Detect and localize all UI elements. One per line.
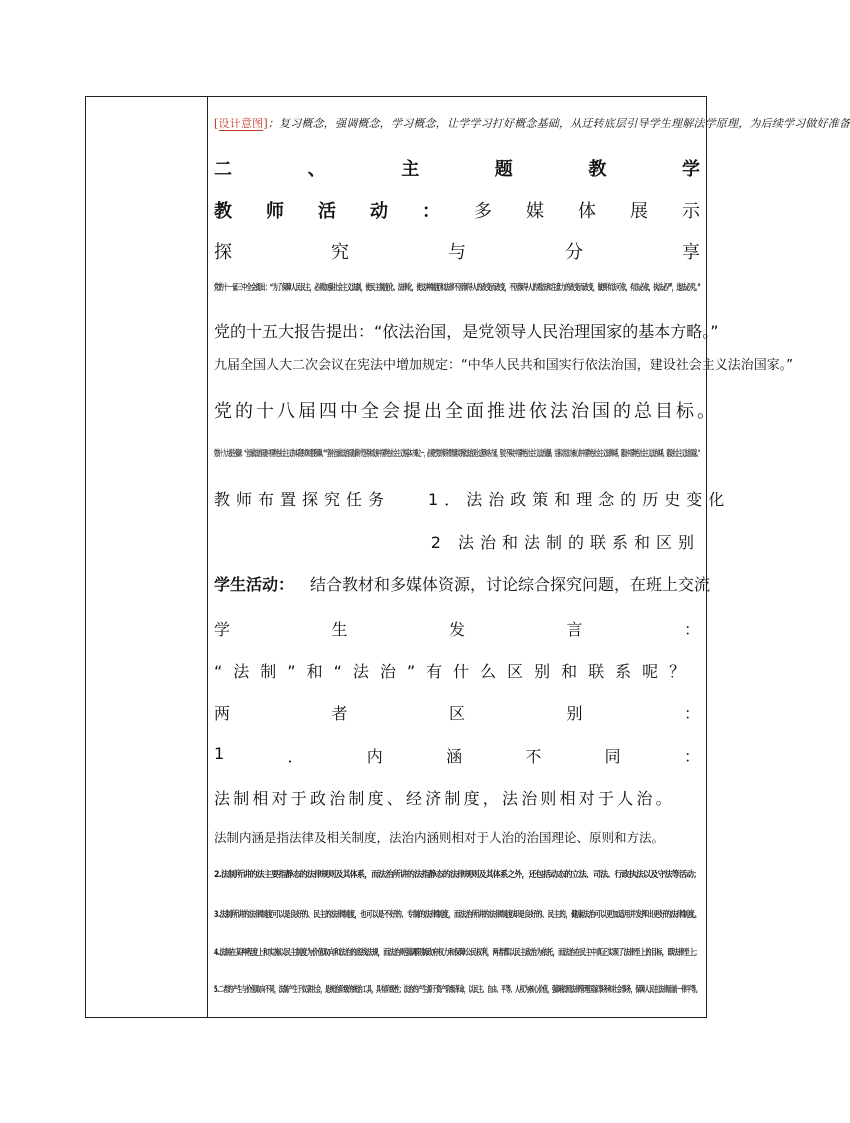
line-char: 究 — [331, 242, 349, 263]
line-char: 教 — [214, 201, 232, 222]
line-char: 言 — [566, 620, 583, 639]
line-char: 发 — [448, 620, 465, 639]
section-heading — [214, 155, 700, 181]
line-char: 同 — [604, 747, 621, 766]
line-char: 媒 — [526, 201, 544, 222]
question-line: “法制”和“法治”有什么区别和联系呢？ — [214, 662, 697, 681]
quote-nineteenth-congress: 党的十九大报告强调：“全面依法治国是中国特色社会主义的本质要求和重要保障。”“坚持全面依法治国是新时代坚持和发展中国特色社会主义的基本方略之一，必须把党的领导贯彻落实到依法治国全过程和各方面，坚定不移走中国特色社会主义法治道路，完善以宪法为核心的中国特色社会主义法律体系，建设中国特色社会主义法治体系，建设社会主义法治国家。” — [214, 449, 700, 459]
task-line — [214, 487, 731, 510]
point-4: 4.法制在某种程度上和实施以民主制度为价值取向和法治的底线法规，而法治则强调限制政府权力和保障公民权利，两者都以民主政治为依托，而法治在民主中真正实现了法律至上的目标，即法律至上； — [214, 948, 701, 958]
line-char: 学 — [214, 620, 231, 639]
design-intent-tag: 设计意图 — [218, 117, 264, 130]
design-intent-text: ：复习概念，强调概念，学习概念，让学学习打好概念基础，从迂转底层引导学生理解法学原理，为后续学习做好准备 — [267, 117, 850, 130]
line-char: 者 — [331, 704, 348, 723]
heading-char: 学 — [681, 159, 700, 180]
line-char: 区 — [448, 704, 465, 723]
column-divider — [207, 97, 208, 1017]
point-1-detail: 法制内涵是指法律及相关制度，法治内涵则相对于人治的治国理论、原则和方法。 — [214, 830, 665, 845]
design-intent — [214, 115, 850, 131]
point-1-text: 法制相对于政治制度、经济制度，法治则相对于人治。 — [214, 789, 675, 808]
line-char: 体 — [578, 201, 596, 222]
line-char: 生 — [331, 620, 348, 639]
line-char: 多 — [474, 201, 492, 222]
task-2: 2 法治和法制的联系和区别 — [430, 533, 700, 552]
heading-char: 题 — [494, 159, 513, 180]
explore-share-line — [214, 238, 700, 264]
heading-char: 教 — [588, 159, 607, 180]
bracket-open: [ — [214, 117, 219, 130]
quote-eighteenth-plenum: 党的十八届四中全会提出全面推进依法治国的总目标。 — [214, 401, 718, 422]
line-char: ． — [287, 747, 304, 766]
heading-char: 、 — [307, 159, 326, 180]
task-prefix: 教师布置探究任务 — [214, 490, 391, 509]
line-char: 涵 — [446, 747, 463, 766]
line-char: 展 — [630, 201, 648, 222]
point-2: 2.法制所讲的法主要指静态的法律规则及其体系，而法治所讲的法指静态的法律规则及其体系之外，还包括动态的立法、司法、行政执法以及守法等活动； — [214, 870, 701, 880]
student-speech-line — [214, 617, 700, 640]
line-char: 动 — [370, 201, 388, 222]
line-char: ： — [683, 747, 700, 766]
line-char: 与 — [448, 242, 466, 263]
heading-char: 主 — [401, 159, 420, 180]
point-3: 3.法制所讲的法律制度可以是良好的、民主的法律制度，也可以是不好的、专制的法律制度，而法治所讲的法律制度却是良好的、民主的，健康法治可以更加适用并发挥出更好的法律制度。 — [214, 910, 700, 920]
teacher-activity-line — [214, 197, 700, 223]
line-char: 别 — [566, 704, 583, 723]
line-char: ： — [683, 620, 700, 639]
quote-eleventh-plenum: 党的十一届三中全会提出：“为了保障人民民主，必须加强社会主义法制，使民主制度化、法律化，使这种制度和法律不因领导人的改变而改变，不因领导人的看法和注意力的改变而改变，做到有法可依，有法必依，执法必严，违法必究。” — [214, 283, 701, 293]
student-activity-text: 结合教材和多媒体资源，讨论综合探究问题，在班上交流 — [310, 575, 711, 594]
line-char: 不 — [525, 747, 542, 766]
lesson-content-cell — [214, 97, 850, 1017]
point-1-heading — [214, 744, 700, 767]
line-char: 内 — [366, 747, 383, 766]
quote-fifteenth-congress: 党的十五大报告提出：“依法治国，是党领导人民治理国家的基本方略。” — [214, 322, 719, 341]
student-activity-line — [214, 572, 711, 595]
difference-line — [214, 701, 700, 724]
line-char: ： — [683, 704, 700, 723]
heading-char: 二 — [214, 159, 232, 180]
line-char: ： — [422, 201, 440, 222]
line-char: 享 — [682, 242, 700, 263]
line-char: 探 — [214, 242, 232, 263]
line-char: 师 — [266, 201, 284, 222]
line-char: 1 — [214, 744, 225, 763]
task-1: 1．法治政策和理念的历史变化 — [428, 490, 731, 509]
line-char: 活 — [318, 201, 336, 222]
line-char: 示 — [682, 201, 700, 222]
lesson-table — [85, 96, 850, 1018]
student-activity-label: 学生活动： — [214, 575, 295, 594]
quote-ninth-npc: 九届全国人大二次会议在宪法中增加规定：“中华人民共和国实行依法治国，建设社会主义法治国家。” — [214, 358, 793, 373]
line-char: 两 — [214, 704, 231, 723]
bracket-close: ] — [263, 117, 268, 130]
point-5: 5.二者的产生与价值取向不同，法制产生于奴隶社会，是统治阶级的统治工具，具有阶级性；法治的产生源于资产阶级革命，以民主、自由、平等、人权为核心价值，强调依照法律管理国家事务和社会事务，保障人民在法律面前一律平等。 — [214, 985, 701, 995]
line-char: 分 — [565, 242, 583, 263]
